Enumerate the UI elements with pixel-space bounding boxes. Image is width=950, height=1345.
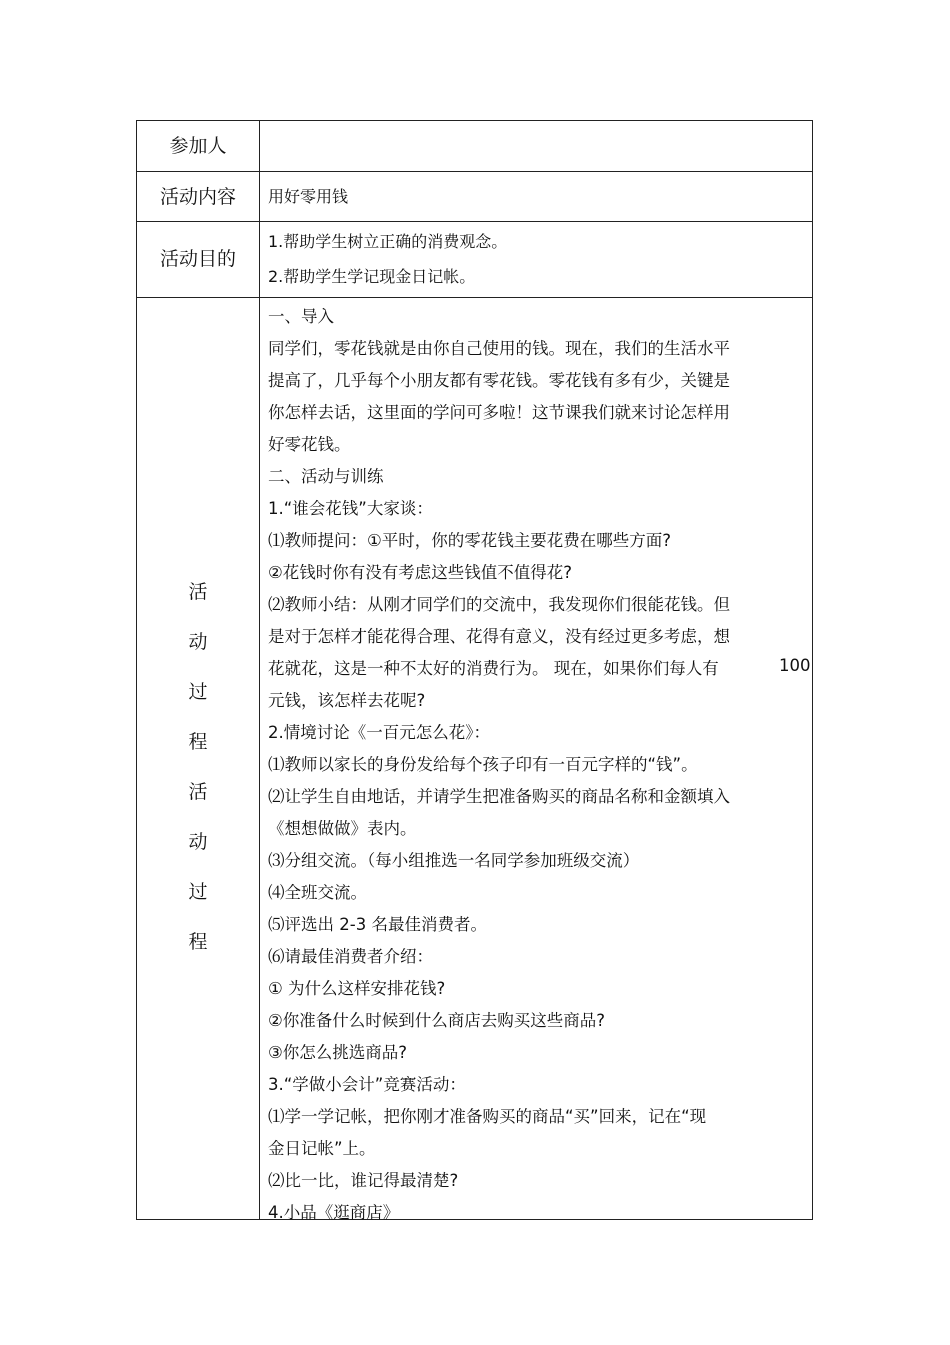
process-line: 你怎样去话，这里面的学问可多啦！这节课我们就来讨论怎样用 — [268, 403, 730, 422]
process-line: ③你怎么挑选商品? — [268, 1043, 408, 1062]
process-line: ⑵让学生自由地话，并请学生把准备购买的商品名称和金额填入 — [268, 787, 730, 806]
column-divider — [259, 121, 260, 1219]
participants-label: 参加人 — [169, 135, 227, 157]
process-line: ⑵比一比，谁记得最清楚? — [268, 1171, 459, 1190]
process-label-char: 过 — [188, 681, 208, 703]
process-label-char: 动 — [188, 631, 208, 653]
process-line: ⑴教师提问：①平时，你的零花钱主要花费在哪些方面? — [268, 531, 672, 550]
process-line: 元钱，该怎样去花呢? — [268, 691, 426, 710]
purpose-item: 1.帮助学生树立正确的消费观念。 — [268, 232, 508, 251]
process-label-char: 程 — [188, 931, 208, 953]
process-line: ⑹请最佳消费者介绍： — [268, 947, 433, 966]
row-divider — [137, 297, 812, 298]
process-line: 好零花钱。 — [268, 435, 351, 454]
process-line: ⑴教师以家长的身份发给每个孩子印有一百元字样的“钱”。 — [268, 755, 698, 774]
row-divider — [137, 171, 812, 172]
process-line: 花就花，这是一种不太好的消费行为。 现在，如果你们每人有 — [268, 659, 719, 678]
process-label-char: 程 — [188, 731, 208, 753]
content-label: 活动内容 — [159, 186, 236, 208]
process-line: ⑵教师小结：从刚才同学们的交流中，我发现你们很能花钱。但 — [268, 595, 730, 614]
process-line: 《想想做做》表内。 — [268, 819, 417, 838]
process-label-char: 过 — [188, 881, 208, 903]
process-line: ① 为什么这样安排花钱? — [268, 979, 446, 998]
row-divider — [137, 221, 812, 222]
process-line: 一、导入 — [268, 307, 334, 326]
process-line: 4.小品《逛商店》 — [268, 1203, 400, 1222]
process-line: 3.“学做小会计”竞赛活动： — [268, 1075, 466, 1094]
process-line: 1.“谁会花钱”大家谈： — [268, 499, 433, 518]
process-label-char: 活 — [188, 781, 208, 803]
purpose-item: 2.帮助学生学记现金日记帐。 — [268, 267, 476, 286]
content-value: 用好零用钱 — [268, 187, 349, 206]
margin-number: 100 — [779, 656, 811, 675]
process-line: 提高了，几乎每个小朋友都有零花钱。零花钱有多有少，关键是 — [268, 371, 730, 390]
process-line: 二、活动与训练 — [268, 467, 384, 486]
process-label-char: 动 — [188, 831, 208, 853]
purpose-label: 活动目的 — [159, 248, 236, 270]
process-label-char: 活 — [188, 581, 208, 603]
process-line: ②你准备什么时候到什么商店去购买这些商品? — [268, 1011, 606, 1030]
process-line: 2.情境讨论《一百元怎么花》： — [268, 723, 490, 742]
process-line: 金日记帐”上。 — [268, 1139, 376, 1158]
process-label — [137, 567, 259, 967]
process-line: 是对于怎样才能花得合理、花得有意义，没有经过更多考虑，想 — [268, 627, 730, 646]
activity-table — [136, 120, 813, 1220]
process-line: ⑶分组交流。（每小组推选一名同学参加班级交流） — [268, 851, 640, 870]
process-line: ⑷全班交流。 — [268, 883, 367, 902]
process-line: 同学们，零花钱就是由你自己使用的钱。现在，我们的生活水平 — [268, 339, 730, 358]
process-line: ⑸评选出 2-3 名最佳消费者。 — [268, 915, 487, 934]
process-line: ②花钱时你有没有考虑这些钱值不值得花? — [268, 563, 573, 582]
process-line: ⑴学一学记帐，把你刚才准备购买的商品“买”回来，记在“现 — [268, 1107, 707, 1126]
